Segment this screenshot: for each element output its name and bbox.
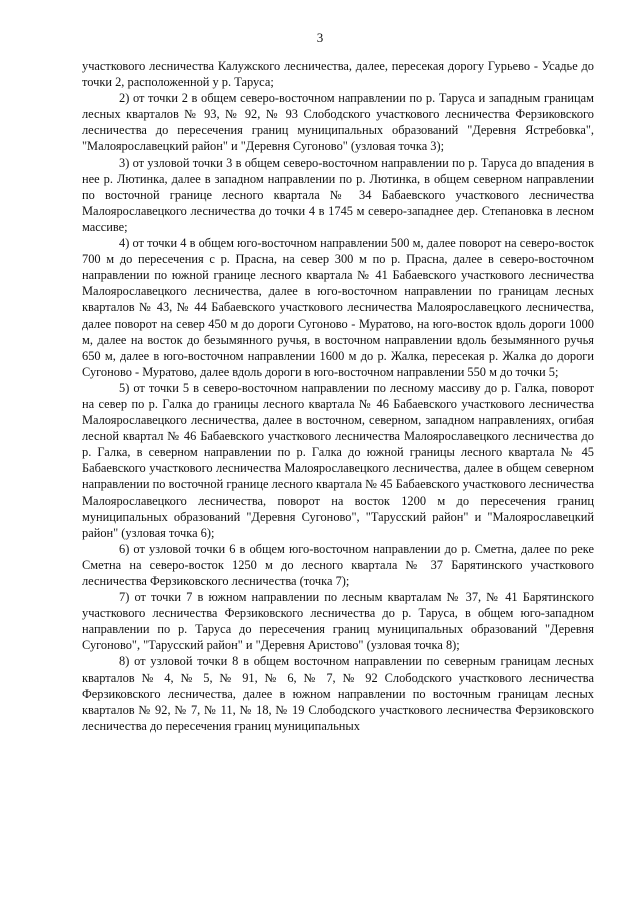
paragraph-point-3: 3) от узловой точки 3 в общем северо-восточном направлении по р. Таруса до впадения в нее р. Лютинка, далее в западном направлении по р. Лютинка, в общем северном направлении по восточной границе лесного квартала № 34 Бабаевского участкового лесничества Малоярославецкого лесничества до точки 4 в 1745 м северо-западнее дер. Степановка в лесном массиве; [82,155,594,234]
document-body [82,58,594,734]
paragraph-point-4: 4) от точки 4 в общем юго-восточном направлении 500 м, далее поворот на северо-восток 700 м до пересечения с р. Прасна, на север 300 м по р. Прасна, далее в северо-восточном направлении по южной границе лесного квартала № 41 Бабаевского участкового лесничества Малоярославецкого лесничества, далее в юго-восточном направлении по границам лесных кварталов № 43, № 44 Бабаевского участкового лесничества Малоярославецкого лесничества, далее поворот на север 450 м до дороги Сугоново - Муратово, на юго-восток вдоль дороги 1000 м, далее на восток до безымянного ручья, в восточном направлении вдоль безымянного ручья 650 м, далее в юго-восточном направлении 1600 м до р. Жалка, пересекая р. Жалка до дороги Сугоново - Муратово, далее вдоль дороги в юго-восточном направлении 550 м до точки 5; [82,236,594,379]
paragraph-continuation: участкового лесничества Калужского лесничества, далее, пересекая дорогу Гурьево - Усадье до точки 2, расположенной у р. Таруса; [82,59,594,90]
paragraph-point-8: 8) от узловой точки 8 в общем восточном направлении по северным границам лесных кварталов № 4, № 5, № 91, № 6, № 7, № 92 Слободского участкового лесничества Ферзиковского лесничества, далее в южном направлении по восточным границам лесных кварталов № 92, № 7, № 11, № 18, № 19 Слободского участкового лесничества Ферзиковского лесничества до пересечения границ муниципальных [82,654,594,733]
paragraph-point-6: 6) от узловой точки 6 в общем юго-восточном направлении до р. Сметна, далее по реке Сметна на северо-восток 1250 м до лесного квартала № 37 Барятинского участкового лесничества Ферзиковского лесничества (точка 7); [82,541,594,588]
paragraph-point-7: 7) от точки 7 в южном направлении по лесным кварталам № 37, № 41 Барятинского участкового лесничества Ферзиковского лесничества до р. Таруса, в общем юго-западном направлении по р. Таруса до пересечения границ муниципальных образований "Деревня Сугоново", "Тарусский район" и "Деревня Аристово" (узловая точка 8); [82,590,594,653]
page-number: 3 [316,30,324,45]
paragraph-point-5: 5) от точки 5 в северо-восточном направлении по лесному массиву до р. Галка, поворот на север по р. Галка до границы лесного квартала № 46 Бабаевского участкового лесничества Малоярославецкого лесничества, далее в восточном, северном, западном направлениях, огибая лесной квартал № 46 Бабаевского участкового лесничества Малоярославецкого лесничества до р. Галка, в северном направлении по р. Галка до южной границы лесного квартала № 45 Бабаевского участкового лесничества Малоярославецкого лесничества, далее в общем северном направлении по восточной границе лесного квартала № 45 Бабаевского участкового лесничества Малоярославецкого лесничества, поворот на восток 1200 м до пересечения границ муниципальных образований "Деревня Сугоново", "Тарусский район" и "Малоярославецкий район" (узловая точка 6); [82,380,594,540]
paragraph-point-2: 2) от точки 2 в общем северо-восточном направлении по р. Таруса и западным границам лесных кварталов № 93, № 92, № 93 Слободского участкового лесничества Ферзиковского лесничества до пересечения границ муниципальных образований "Деревня Ястребовка", "Малоярославецкий район" и "Деревня Сугоново" (узловая точка 3); [82,91,594,154]
